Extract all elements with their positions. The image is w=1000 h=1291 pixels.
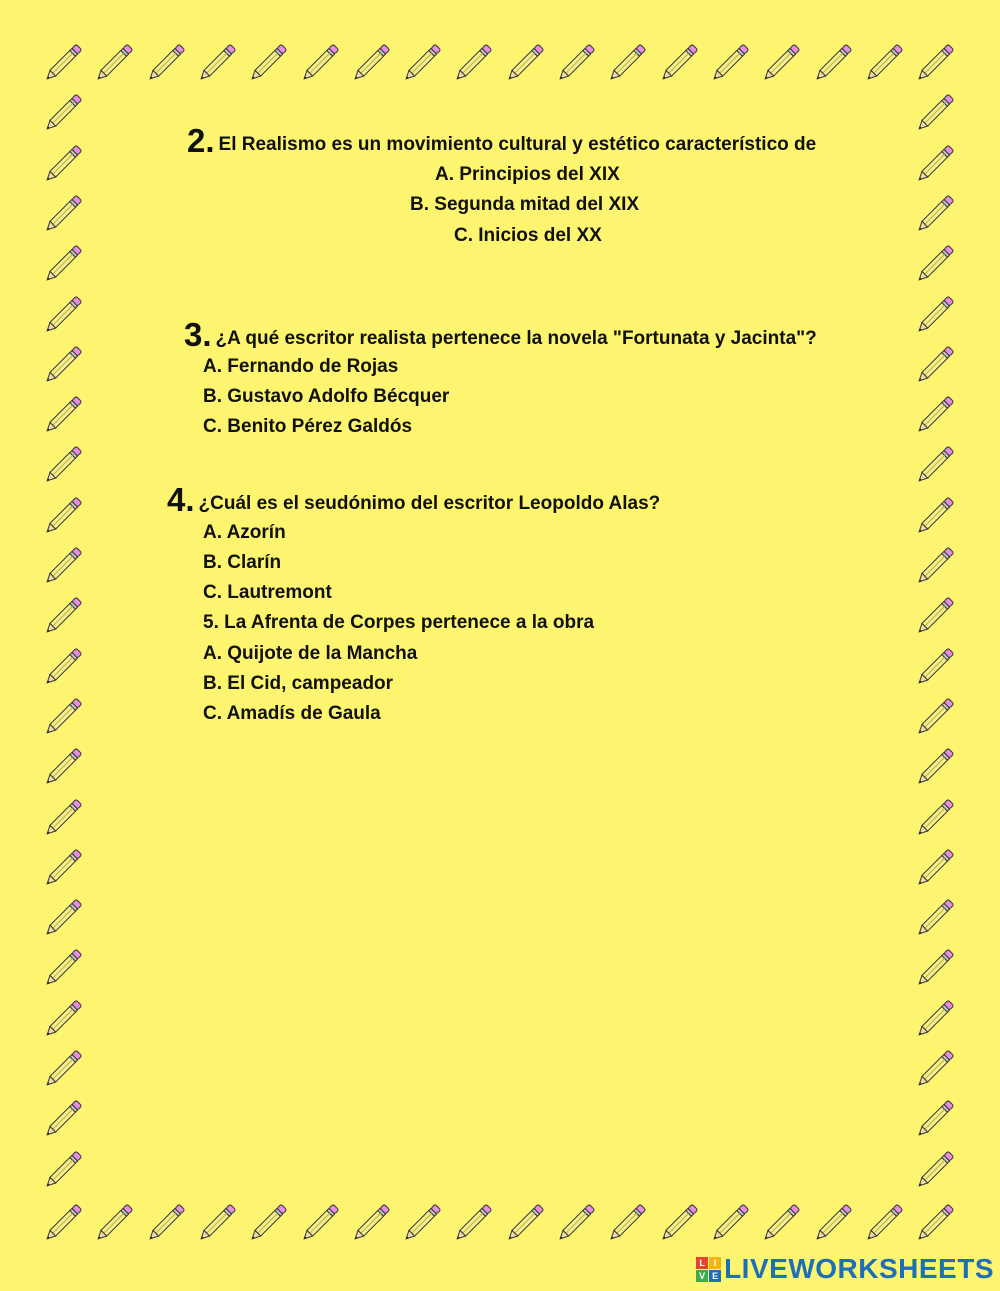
answer-option[interactable]: A. Fernando de Rojas [203,356,399,377]
logo-square: E [709,1270,721,1282]
answer-option[interactable]: A. Quijote de la Mancha [203,643,418,664]
question-number: 4. [167,481,195,518]
answer-option[interactable]: C. Benito Pérez Galdós [203,416,413,437]
logo-square: L [696,1257,708,1269]
answer-option[interactable]: C. Amadís de Gaula [203,703,381,724]
logo-square: V [696,1270,708,1282]
answer-option[interactable]: B. Gustavo Adolfo Bécquer [203,386,450,407]
question-number: 2. [187,122,215,159]
answer-option[interactable]: A. Azorín [203,522,286,543]
question-2 [187,122,816,160]
logo-squares-icon [696,1257,721,1282]
question-4 [167,481,660,519]
question-text: ¿Cuál es el seudónimo del escritor Leopoldo Alas? [198,493,661,514]
answer-option[interactable]: C. Inicios del XX [454,225,602,246]
liveworksheets-logo [696,1253,994,1285]
answer-option[interactable]: B. Clarín [203,552,282,573]
question-5-text: 5. La Afrenta de Corpes pertenece a la obra [203,612,595,633]
question-text: El Realismo es un movimiento cultural y estético característico de [218,134,817,155]
answer-option[interactable]: B. Segunda mitad del XIX [410,194,640,215]
answer-option[interactable]: A. Principios del XIX [435,164,620,185]
question-3 [184,316,817,354]
question-text: ¿A qué escritor realista pertenece la novela "Fortunata y Jacinta"? [215,328,817,349]
logo-square: I [709,1257,721,1269]
answer-option[interactable]: C. Lautremont [203,582,332,603]
logo-text: LIVEWORKSHEETS [724,1253,994,1284]
answer-option[interactable]: B. El Cid, campeador [203,673,394,694]
question-number: 3. [184,316,212,353]
